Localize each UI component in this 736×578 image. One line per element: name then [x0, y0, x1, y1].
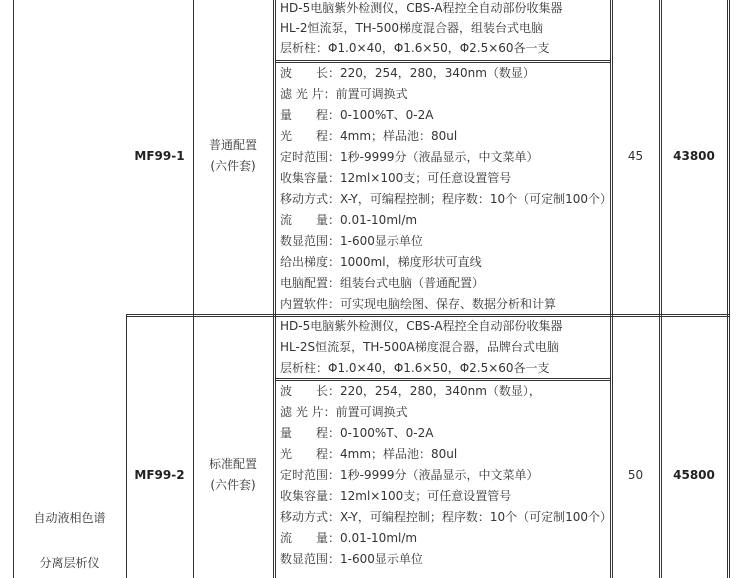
- spec-line: 滤 光 片：前置可调换式: [280, 87, 408, 101]
- product-category: 自动液相色谱: [33, 511, 106, 525]
- spec-line: 内置软件：可实现电脑绘图、保存、数据分析和计算: [280, 297, 557, 311]
- spec-line: 波 长：220，254，280，340nm（数显），: [280, 384, 541, 398]
- spec-line: 流 量：0.01-10ml/m: [280, 213, 418, 227]
- table-border: [13, 0, 14, 578]
- spec-line: 定时范围：1秒-9999分（液晶显示，中文菜单）: [280, 468, 539, 482]
- summary-line: 层析柱：Φ1.0×40，Φ1.6×50，Φ2.5×60各一支: [280, 361, 550, 375]
- price: 45800: [673, 468, 715, 482]
- model-number: MF99-1: [134, 149, 185, 163]
- spec-line: 量 程：0-100%T、0-2A: [280, 426, 434, 440]
- table-border: [727, 0, 728, 578]
- spec-line: 波 长：220，254，280，340nm（数显）: [280, 66, 535, 80]
- spec-line: 移动方式：X-Y，可编程控制；程序数：10个（可定制100个）: [280, 192, 613, 206]
- config-name: 标准配置: [208, 457, 257, 471]
- config-sub: (六件套): [210, 159, 256, 173]
- config-name: 普通配置: [208, 138, 257, 152]
- spec-line: 量 程：0-100%T、0-2A: [280, 108, 434, 122]
- table-border: [275, 378, 611, 379]
- spec-line: 光 程：4mm；样品池：80ul: [280, 129, 458, 143]
- quantity: 45: [627, 149, 644, 163]
- spec-list: [280, 63, 612, 315]
- summary-line: HL-2S恒流泵，TH-500A梯度混合器，品牌台式电脑: [280, 340, 559, 354]
- spec-line: 给出梯度：1000ml，梯度形状可直线: [280, 255, 482, 269]
- table-border: [729, 0, 730, 578]
- summary-line: HL-2恒流泵，TH-500梯度混合器，组装台式电脑: [280, 21, 544, 35]
- config-sub: (六件套): [210, 478, 256, 492]
- spec-line: 电脑配置：组装台式电脑（普通配置）: [280, 276, 485, 290]
- quantity: 50: [627, 468, 644, 482]
- table-border: [275, 60, 611, 61]
- spec-list: [280, 381, 612, 570]
- table-border: [612, 0, 613, 578]
- table-border: [126, 314, 127, 578]
- summary-line: HD-5电脑紫外检测仪，CBS-A程控全自动部份收集器: [280, 1, 563, 15]
- table-border: [661, 0, 662, 578]
- spec-line: 收集容量：12ml×100支；可任意设置管号: [280, 489, 512, 503]
- spec-line: 数显范围：1-600显示单位: [280, 234, 423, 248]
- spec-line: 数显范围：1-600显示单位: [280, 552, 423, 566]
- model-number: MF99-2: [134, 468, 185, 482]
- spec-line: 光 程：4mm；样品池：80ul: [280, 447, 458, 461]
- price: 43800: [673, 149, 715, 163]
- summary-line: HD-5电脑紫外检测仪，CBS-A程控全自动部份收集器: [280, 319, 563, 333]
- spec-line: 定时范围：1秒-9999分（液晶显示，中文菜单）: [280, 150, 539, 164]
- spec-line: 滤 光 片：前置可调换式: [280, 405, 408, 419]
- summary-line: 层析柱：Φ1.0×40，Φ1.6×50，Φ2.5×60各一支: [280, 41, 550, 55]
- table-border: [659, 0, 660, 578]
- product-category: 分离层析仪: [39, 556, 100, 570]
- spec-line: 移动方式：X-Y，可编程控制；程序数：10个（可定制100个）: [280, 510, 613, 524]
- spec-line: 收集容量：12ml×100支；可任意设置管号: [280, 171, 512, 185]
- spec-line: 流 量：0.01-10ml/m: [280, 531, 418, 545]
- table-border: [273, 0, 274, 578]
- table-border: [275, 0, 276, 578]
